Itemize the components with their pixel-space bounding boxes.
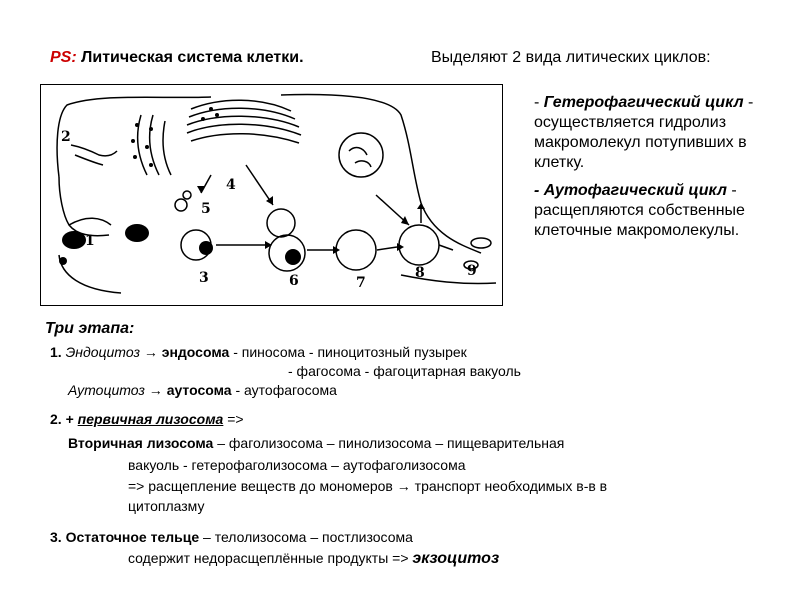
exocytosis-term: экзоцитоз xyxy=(412,550,500,567)
diagram-label-2: 2 xyxy=(61,129,71,145)
stage1-line2: - фагосома - фагоцитарная вакуоль xyxy=(288,363,521,379)
diagram-label-3: 3 xyxy=(199,270,209,286)
cycle-autophagic: - Аутофагический цикл - расщепляются собственные клеточные макромолекулы. xyxy=(534,182,745,239)
cycle-heterophagic: - Гетерофагический цикл - осуществляется гидролиз макромолекул потупивших в клетку. xyxy=(534,94,754,171)
cycle-types xyxy=(534,93,784,249)
stages-heading: Три этапа: xyxy=(45,320,135,337)
title-prefix: PS: xyxy=(50,49,77,66)
diagram-label-9: 9 xyxy=(467,263,477,279)
intro-text: Выделяют 2 вида литических циклов: xyxy=(431,49,711,66)
slide-title xyxy=(50,49,304,67)
diagram-label-1: 1 xyxy=(85,233,95,249)
cycle-name: Аутофагический цикл xyxy=(543,182,727,199)
stage2-line5: цитоплазму xyxy=(128,498,205,514)
primary-lysosome: первичная лизосома xyxy=(77,411,224,427)
diagram-label-7: 7 xyxy=(356,275,366,291)
title-text: Литическая система клетки. xyxy=(81,49,304,66)
stage3-line2: содержит недорасщеплённые продукты => экзоцитоз xyxy=(128,550,500,567)
cycle-description: - осуществляется гидролиз макромолекул потупивших в клетку. xyxy=(534,94,754,171)
diagram-label-6: 6 xyxy=(289,273,299,289)
stage2-line1: 2. + первичная лизосома => xyxy=(50,411,244,427)
diagram-label-8: 8 xyxy=(415,265,425,281)
stage2-line2: Вторичная лизосома – фаголизосома – пинолизосома – пищеварительная xyxy=(68,435,565,451)
diagram-label-4: 4 xyxy=(226,177,236,193)
stage1-line1: 1. Эндоцитоз → эндосома - пиносома - пиноцитозный пузырек xyxy=(50,344,467,360)
cycle-description: - расщепляются собственные клеточные макромолекулы. xyxy=(534,182,745,239)
stage2-line3: вакуоль - гетерофаголизосома – аутофаголизосома xyxy=(128,457,466,473)
cycle-name: Гетерофагический цикл xyxy=(543,94,744,111)
stage1-line3: Аутоцитоз → аутосома - аутофагосома xyxy=(68,382,337,398)
stage2-line4: => расщепление веществ до мономеров → транспорт необходимых в-в в xyxy=(128,478,608,494)
diagram-label-5: 5 xyxy=(201,201,211,217)
lytic-system-diagram xyxy=(40,84,503,306)
stage3-line1: 3. Остаточное тельце – телолизосома – постлизосома xyxy=(50,529,413,545)
